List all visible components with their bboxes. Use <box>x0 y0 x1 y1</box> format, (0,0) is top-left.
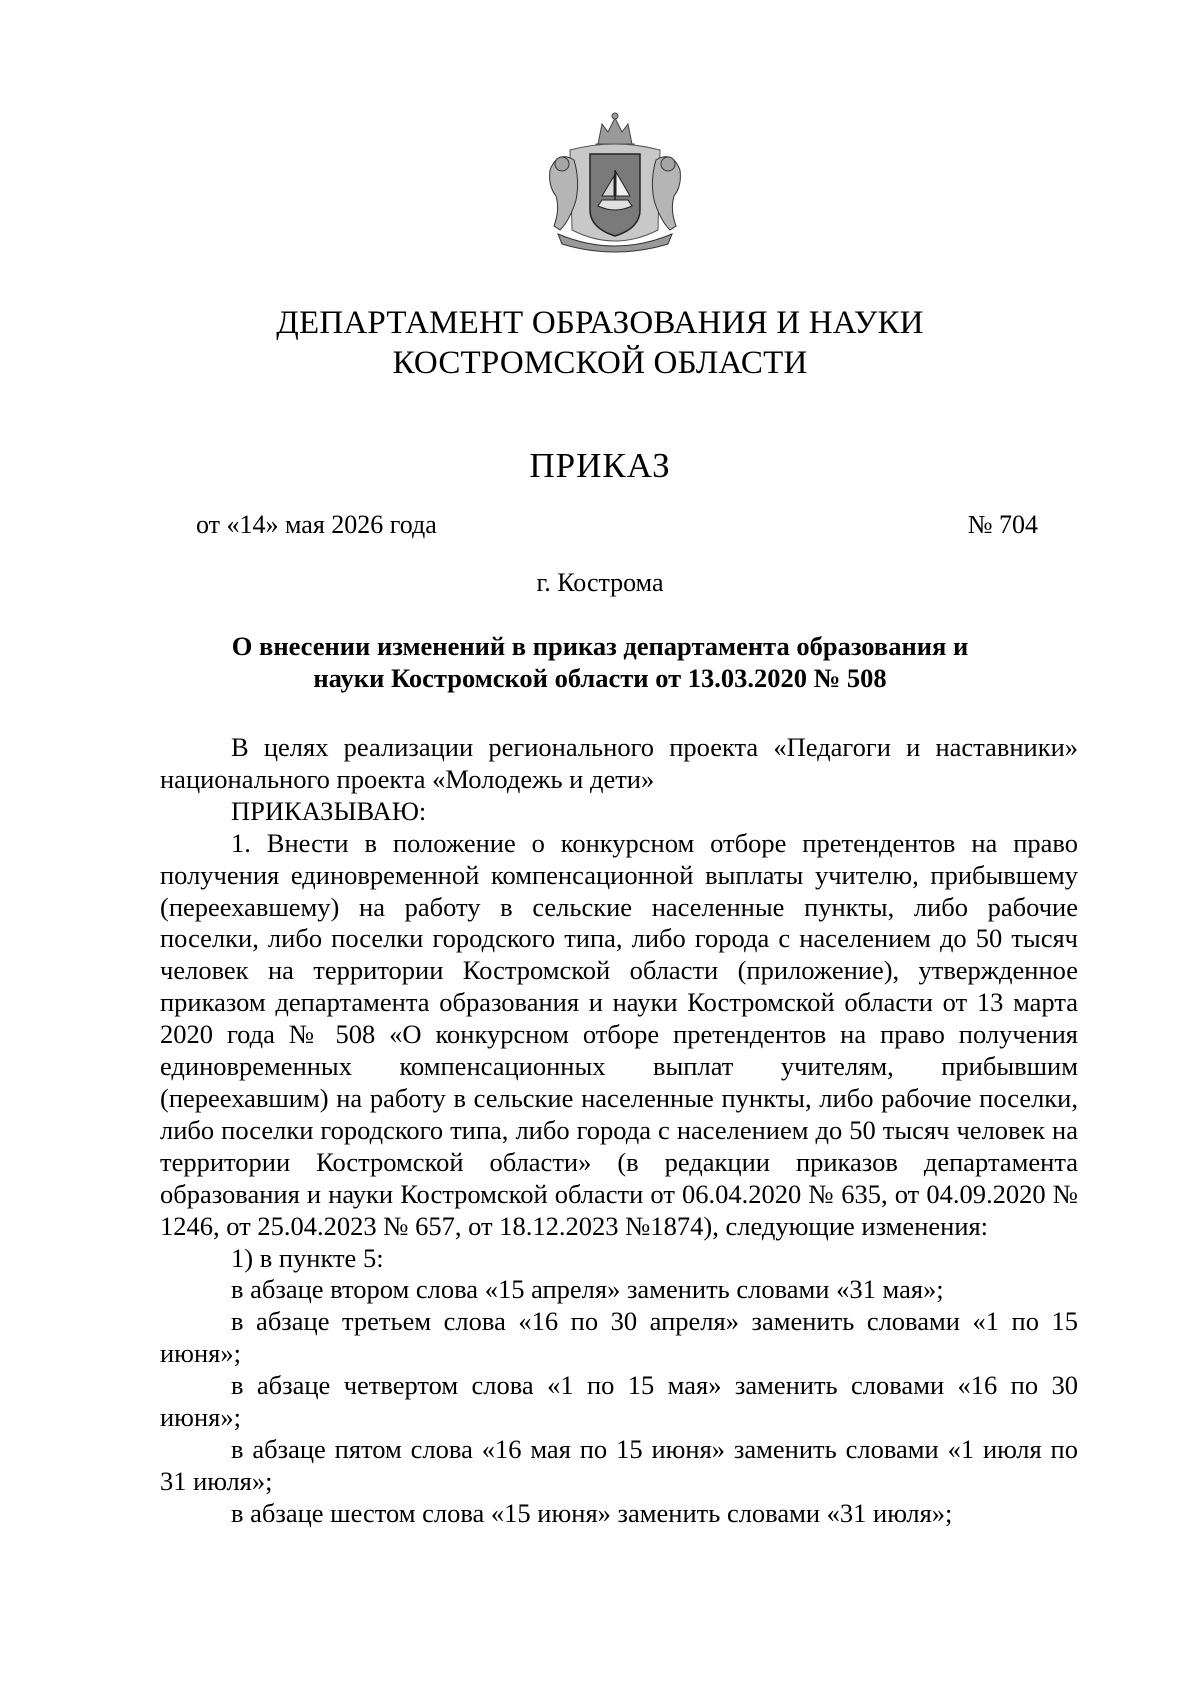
organization-name-line1: ДЕПАРТАМЕНТ ОБРАЗОВАНИЯ И НАУКИ <box>276 305 924 341</box>
body-paragraph: в абзаце шестом слова «15 июня» заменить словами «31 июля»; <box>231 1497 953 1528</box>
body-paragraph: в абзаце втором слова «15 апреля» заменить словами «31 мая»; <box>231 1274 944 1305</box>
document-subject <box>160 630 1040 694</box>
body-paragraph: В целях реализации регионального проекта «Педагоги и наставники» национального проекта «Молодежь и дети» <box>160 732 1078 794</box>
subject-line2: науки Костромской области от 13.03.2020 № 508 <box>313 663 887 693</box>
subject-line1: О внесении изменений в приказ департамента образования и <box>231 631 969 661</box>
body-paragraph: 1. Внести в положение о конкурсном отборе претендентов на право получения единовременной компенсационной выплаты учителю, прибывшему (переехавшему) на работу в сельские населенные пункты, либо рабочие поселки, либо поселки городского типа, либо города с населением до 50 тысяч человек на территории Костромской области (приложение), утвержденное приказом департамента образования и науки Костромской области от 13 марта 2020 года № 508 «О конкурсном отборе претендентов на право получения единовременных компенсационных выплат учителям, прибывшим (переехавшим) на работу в сельские населенные пункты, либо рабочие поселки, либо поселки городского типа, либо города с населением до 50 тысяч человек на территории Костромской области» (в редакции приказов департамента образования и науки Костромской области от 06.04.2020 № 635, от 04.09.2020 № 1246, от 25.04.2023 № 657, от 18.12.2023 №1874), следующие изменения: <box>160 827 1078 1241</box>
body-paragraph: в абзаце пятом слова «16 мая по 15 июня» заменить словами «1 июля по 31 июля»; <box>160 1433 1078 1496</box>
organization-name-line2: КОСТРОМСКОЙ ОБЛАСТИ <box>392 345 808 381</box>
body-paragraph: 1) в пункте 5: <box>231 1242 384 1273</box>
body-paragraph: в абзаце четвертом слова «1 по 15 мая» заменить словами «16 по 30 июня»; <box>160 1370 1078 1433</box>
document-date: от «14» мая 2026 года <box>196 510 437 539</box>
document-number: № 704 <box>967 510 1038 539</box>
document-type: ПРИКАЗ <box>529 446 671 485</box>
document-city: г. Кострома <box>536 568 664 597</box>
body-paragraph: ПРИКАЗЫВАЮ: <box>231 795 427 826</box>
coat-of-arms-icon <box>540 110 690 258</box>
document-body <box>160 732 1078 1530</box>
body-paragraph: в абзаце третьем слова «16 по 30 апреля» заменить словами «1 по 15 июня»; <box>160 1306 1078 1369</box>
